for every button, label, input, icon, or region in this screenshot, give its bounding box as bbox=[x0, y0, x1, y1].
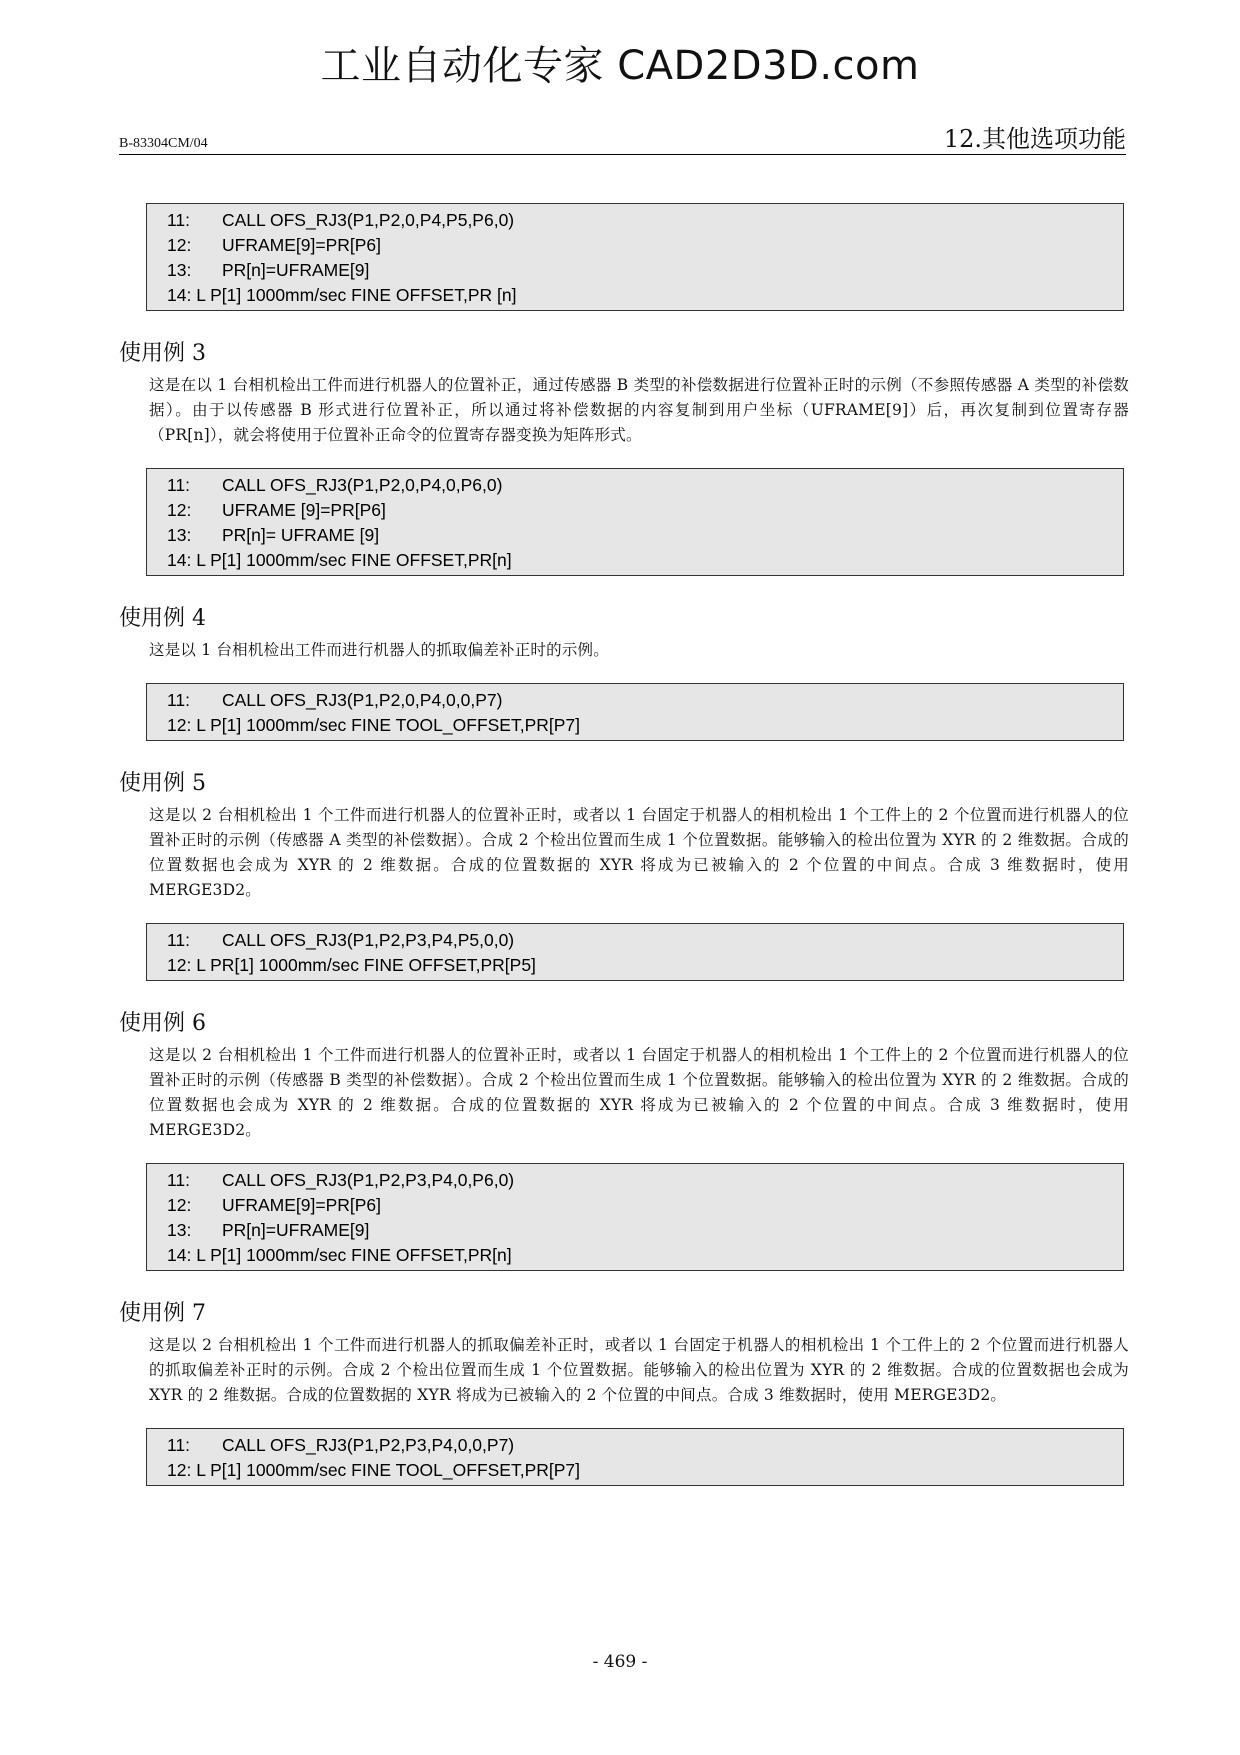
program-line bbox=[167, 953, 1123, 978]
line-text: 14: L P[1] 1000mm/sec FINE OFFSET,PR[n] bbox=[167, 1245, 512, 1265]
line-number: 11: bbox=[167, 210, 191, 230]
section-paragraph: 这是在以 1 台相机检出工件而进行机器人的位置补正，通过传感器 B 类型的补偿数据进行位置补正时的示例（不参照传感器 A 类型的补偿数据）。由于以传感器 B 形式进行位置补正，所以通过将补偿数据的内容复制到用户坐标（UFRAME[9]）后，再次复制到位置寄存器（PR[n]），就会将使用于位置补正命令的位置寄存器变换为矩阵形式。 bbox=[149, 376, 1129, 444]
program-listing bbox=[146, 1163, 1124, 1271]
line-text: UFRAME[9]=PR[P6] bbox=[222, 1195, 382, 1215]
program-line bbox=[167, 1218, 1123, 1243]
program-listing bbox=[146, 923, 1124, 981]
line-text: 14: L P[1] 1000mm/sec FINE OFFSET,PR[n] bbox=[167, 550, 512, 570]
section-paragraph: 这是以 2 台相机检出 1 个工件而进行机器人的位置补正时，或者以 1 台固定于机器人的相机检出 1 个工件上的 2 个位置而进行机器人的位置补正时的示例（传感器 A 类型的补偿数据）。合成 2 个检出位置而生成 1 个位置数据。能够输入的检出位置为 XYR 的 2 维数据。合成的位置数据也会成为 XYR 的 2 维数据。合成的位置数据的 XYR 将成为已被输入的 2 个位置的中间点。合成 3 维数据时，使用 MERGE3D2。 bbox=[149, 806, 1129, 899]
line-number: 11: bbox=[167, 930, 191, 950]
section-paragraph: 这是以 2 台相机检出 1 个工件而进行机器人的抓取偏差补正时，或者以 1 台固定于机器人的相机检出 1 个工件上的 2 个位置而进行机器人的抓取偏差补正时的示例。合成 2 个检出位置而生成 1 个位置数据。能够输入的检出位置为 XYR 的 2 维数据。合成的位置数据也会成为 XYR 的 2 维数据。合成的位置数据的 XYR 将成为已被输入的 2 个位置的中间点。合成 3 维数据时，使用 MERGE3D2。 bbox=[149, 1336, 1129, 1404]
line-text: UFRAME [9]=PR[P6] bbox=[222, 500, 386, 520]
section-heading: 使用例 7 bbox=[119, 1301, 206, 1326]
watermark-title: 工业自动化专家 CAD2D3D.com bbox=[320, 43, 920, 89]
line-text: PR[n]=UFRAME[9] bbox=[222, 1220, 370, 1240]
chapter-title: 12.其他选项功能 bbox=[943, 125, 1126, 153]
line-text: 12: L PR[1] 1000mm/sec FINE OFFSET,PR[P5] bbox=[167, 955, 536, 975]
program-line bbox=[167, 688, 1123, 713]
page-content bbox=[119, 203, 1129, 1486]
program-listing bbox=[146, 1428, 1124, 1486]
section-paragraph: 这是以 2 台相机检出 1 个工件而进行机器人的位置补正时，或者以 1 台固定于机器人的相机检出 1 个工件上的 2 个位置而进行机器人的位置补正时的示例（传感器 B 类型的补偿数据）。合成 2 个检出位置而生成 1 个位置数据。能够输入的检出位置为 XYR 的 2 维数据。合成的位置数据也会成为 XYR 的 2 维数据。合成的位置数据的 XYR 将成为已被输入的 2 个位置的中间点。合成 3 维数据时，使用 MERGE3D2。 bbox=[149, 1046, 1129, 1139]
document-code: B-83304CM/04 bbox=[119, 136, 208, 151]
program-line bbox=[167, 1243, 1123, 1268]
program-listing bbox=[146, 683, 1124, 741]
line-number: 13: bbox=[167, 1220, 192, 1240]
page-number: - 469 - bbox=[592, 1652, 648, 1672]
line-text: CALL OFS_RJ3(P1,P2,0,P4,0,0,P7) bbox=[222, 690, 503, 710]
line-text: CALL OFS_RJ3(P1,P2,P3,P4,0,0,P7) bbox=[222, 1435, 515, 1455]
line-number: 11: bbox=[167, 475, 191, 495]
line-text: UFRAME[9]=PR[P6] bbox=[222, 235, 382, 255]
line-text: PR[n]=UFRAME[9] bbox=[222, 260, 370, 280]
program-line bbox=[167, 548, 1123, 573]
program-line bbox=[167, 1168, 1123, 1193]
line-number: 13: bbox=[167, 260, 192, 280]
line-text: CALL OFS_RJ3(P1,P2,P3,P4,P5,0,0) bbox=[222, 930, 515, 950]
program-line bbox=[167, 258, 1123, 283]
program-line bbox=[167, 208, 1123, 233]
section-heading: 使用例 4 bbox=[119, 606, 206, 631]
program-line bbox=[167, 498, 1123, 523]
line-number: 12: bbox=[167, 235, 192, 255]
program-listing bbox=[146, 203, 1124, 311]
line-text: CALL OFS_RJ3(P1,P2,P3,P4,0,P6,0) bbox=[222, 1170, 515, 1190]
page-header bbox=[119, 124, 1126, 155]
program-line bbox=[167, 713, 1123, 738]
line-number: 11: bbox=[167, 1435, 191, 1455]
line-number: 11: bbox=[167, 1170, 191, 1190]
program-line bbox=[167, 283, 1123, 308]
line-number: 12: bbox=[167, 500, 192, 520]
program-line bbox=[167, 928, 1123, 953]
line-number: 12: bbox=[167, 1195, 192, 1215]
line-number: 11: bbox=[167, 690, 191, 710]
program-line bbox=[167, 1193, 1123, 1218]
line-text: CALL OFS_RJ3(P1,P2,0,P4,0,P6,0) bbox=[222, 475, 503, 495]
program-listing bbox=[146, 468, 1124, 576]
line-text: 12: L P[1] 1000mm/sec FINE TOOL_OFFSET,PR[P7] bbox=[167, 1460, 581, 1480]
program-line bbox=[167, 1458, 1123, 1483]
line-text: CALL OFS_RJ3(P1,P2,0,P4,P5,P6,0) bbox=[222, 210, 515, 230]
line-text: PR[n]= UFRAME [9] bbox=[222, 525, 380, 545]
line-text: 14: L P[1] 1000mm/sec FINE OFFSET,PR [n] bbox=[167, 285, 517, 305]
section-heading: 使用例 5 bbox=[119, 771, 206, 796]
line-number: 13: bbox=[167, 525, 192, 545]
section-heading: 使用例 3 bbox=[119, 341, 206, 366]
line-text: 12: L P[1] 1000mm/sec FINE TOOL_OFFSET,PR[P7] bbox=[167, 715, 581, 735]
program-line bbox=[167, 1433, 1123, 1458]
section-paragraph: 这是以 1 台相机检出工件而进行机器人的抓取偏差补正时的示例。 bbox=[149, 641, 609, 659]
program-line bbox=[167, 523, 1123, 548]
section-heading: 使用例 6 bbox=[119, 1011, 206, 1036]
program-line bbox=[167, 473, 1123, 498]
program-line bbox=[167, 233, 1123, 258]
